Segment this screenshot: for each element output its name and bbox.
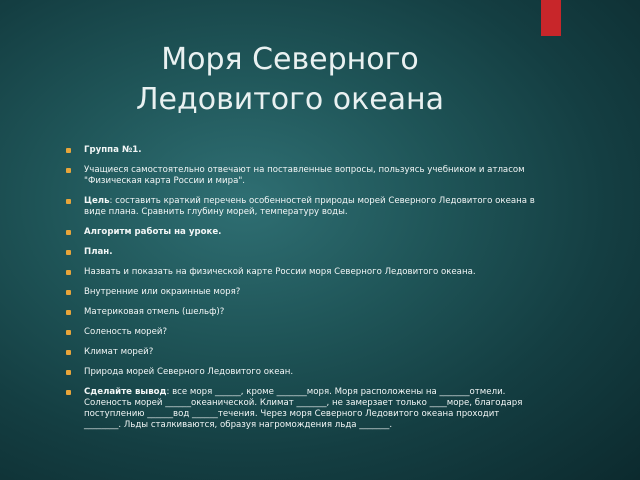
bullet-icon bbox=[66, 230, 71, 235]
list-item-group: Группа №1. bbox=[66, 145, 536, 156]
goal-label: Цель bbox=[84, 196, 110, 206]
bullet-icon bbox=[66, 350, 71, 355]
bullet-icon bbox=[66, 370, 71, 375]
list-item-conclusion: Сделайте вывод: все моря ______, кроме _______моря. Моря расположены на _______отмели. Соленость морей ______океанической. Климат _______, не замерзает только ____море, благодаря поступлению ______вод ______течения. Через моря Северного Ледовитого океана проходит ________. Льды сталкиваются, образуя нагромождения льда _______. bbox=[66, 387, 536, 431]
list-item-plan: План. bbox=[66, 247, 536, 258]
conclusion-label: Сделайте вывод bbox=[84, 387, 167, 397]
list-item-algorithm: Алгоритм работы на уроке. bbox=[66, 227, 536, 238]
bullet-icon bbox=[66, 270, 71, 275]
list-item: Природа морей Северного Ледовитого океан. bbox=[66, 367, 536, 378]
list-item: Назвать и показать на физической карте России моря Северного Ледовитого океана. bbox=[66, 267, 536, 278]
list-item-goal: Цель: составить краткий перечень особенностей природы морей Северного Ледовитого океана в виде плана. Сравнить глубину морей, температуру воды. bbox=[66, 196, 536, 218]
list-item: Внутренние или окраинные моря? bbox=[66, 287, 536, 298]
title-line-2: Ледовитого океана bbox=[135, 82, 445, 117]
title-line-1: Моря Северного bbox=[161, 42, 419, 77]
list-item-instructions: Учащиеся самостоятельно отвечают на поставленные вопросы, пользуясь учебником и атласом "Физическая карта России и мира". bbox=[66, 165, 536, 187]
bullet-icon bbox=[66, 148, 71, 153]
list-item: Соленость морей? bbox=[66, 327, 536, 338]
bullet-icon bbox=[66, 250, 71, 255]
bullet-icon bbox=[66, 199, 71, 204]
bullet-icon bbox=[66, 290, 71, 295]
bullet-icon bbox=[66, 390, 71, 395]
accent-bar bbox=[541, 0, 561, 36]
bullet-icon bbox=[66, 330, 71, 335]
list-item: Климат морей? bbox=[66, 347, 536, 358]
list-item: Материковая отмель (шельф)? bbox=[66, 307, 536, 318]
bullet-icon bbox=[66, 168, 71, 173]
slide-title bbox=[70, 40, 510, 120]
bullet-list bbox=[66, 145, 536, 440]
bullet-icon bbox=[66, 310, 71, 315]
